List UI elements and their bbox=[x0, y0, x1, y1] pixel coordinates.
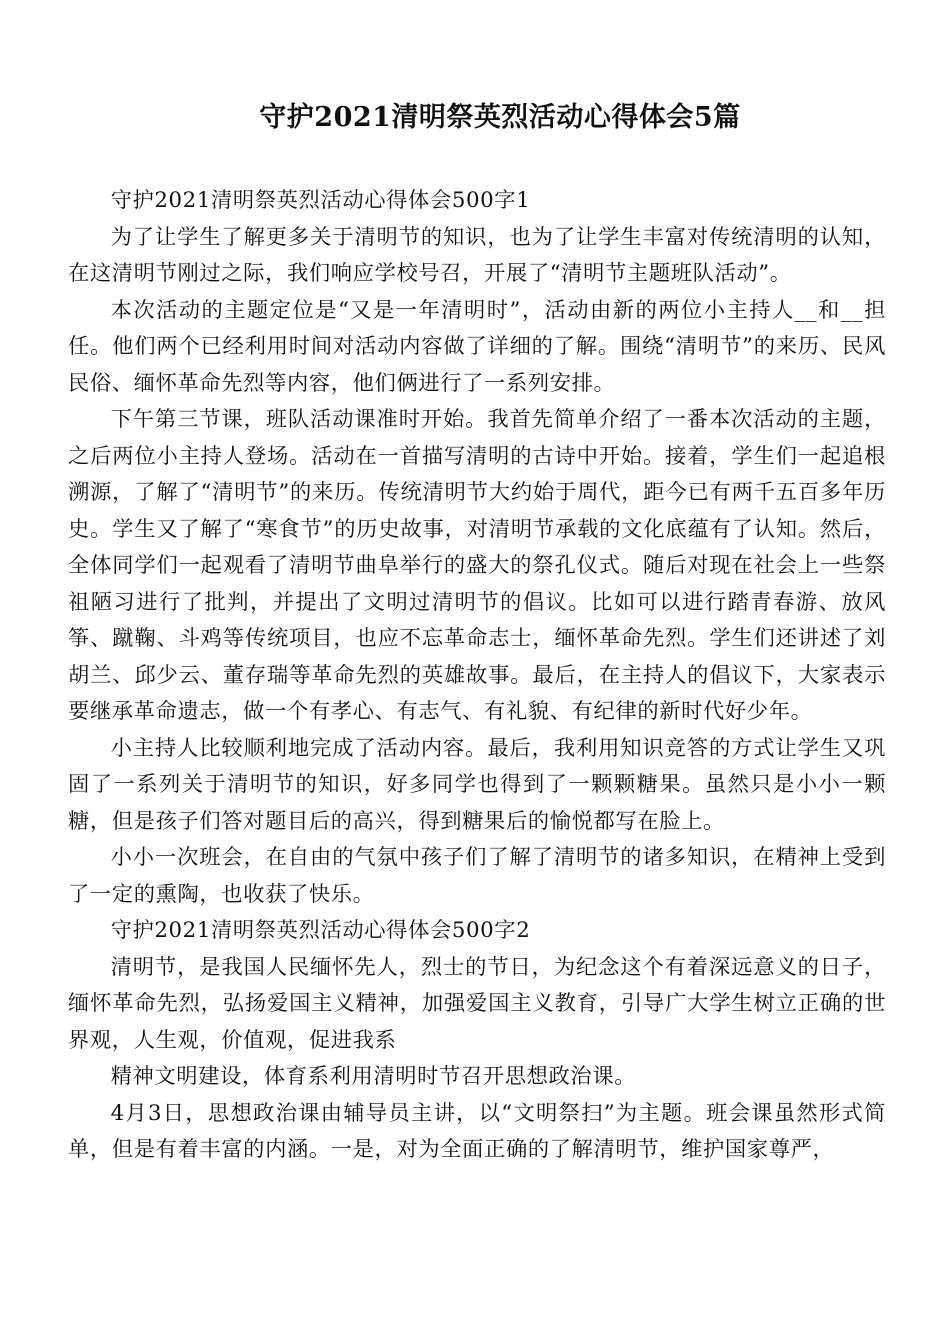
paragraph: 小主持人比较顺利地完成了活动内容。最后，我利用知识竞答的方式让学生又巩固了一系列关于清明节的知识，好多同学也得到了一颗颗糖果。虽然只是小小一颗糖，但是孩子们答对题目后的高兴，得到糖果后的愉悦都写在脸上。 bbox=[68, 735, 886, 834]
document-body bbox=[68, 183, 886, 1169]
document-title: 守护2021清明祭英烈活动心得体会5篇 bbox=[259, 102, 741, 133]
paragraph: 为了让学生了解更多关于清明节的知识，也为了让学生丰富对传统清明的认知，在这清明节刚过之际，我们响应学校号召，开展了“清明节主题班队活动”。 bbox=[68, 224, 886, 286]
paragraph: 本次活动的主题定位是“又是一年清明时”，活动由新的两位小主持人__和__担任。他们两个已经利用时间对活动内容做了详细的了解。围绕“清明节”的来历、民风民俗、缅怀革命先烈等内容，他们俩进行了一系列安排。 bbox=[68, 297, 886, 396]
section-heading: 守护2021清明祭英烈活动心得体会500字1 bbox=[110, 188, 531, 213]
paragraph: 精神文明建设，体育系利用清明时节召开思想政治课。 bbox=[110, 1064, 637, 1089]
paragraph: 清明节，是我国人民缅怀先人，烈士的节日，为纪念这个有着深远意义的日子，缅怀革命先烈，弘扬爱国主义精神，加强爱国主义教育，引导广大学生树立正确的世界观，人生观，价值观，促进我系 bbox=[68, 954, 886, 1053]
paragraph: 4月3日，思想政治课由辅导员主讲，以“文明祭扫”为主题。班会课虽然形式简单，但是有着丰富的内涵。一是，对为全面正确的了解清明节，维护国家尊严， bbox=[68, 1100, 886, 1162]
section-heading: 守护2021清明祭英烈活动心得体会500字2 bbox=[110, 918, 531, 943]
paragraph: 下午第三节课，班队活动课准时开始。我首先简单介绍了一番本次活动的主题，之后两位小主持人登场。活动在一首描写清明的古诗中开始。接着，学生们一起追根溯源，了解了“清明节”的来历。传统清明节大约始于周代，距今已有两千五百多年历史。学生又了解了“寒食节”的历史故事，对清明节承载的文化底蕴有了认知。然后，全体同学们一起观看了清明节曲阜举行的盛大的祭孔仪式。随后对现在社会上一些祭祖陋习进行了批判，并提出了文明过清明节的倡议。比如可以进行踏青春游、放风筝、蹴鞠、斗鸡等传统项目，也应不忘革命志士，缅怀革命先烈。学生们还讲述了刘胡兰、邱少云、董存瑞等革命先烈的英雄故事。最后，在主持人的倡议下，大家表示要继承革命遗志，做一个有孝心、有志气、有礼貌、有纪律的新时代好少年。 bbox=[68, 407, 886, 724]
paragraph: 小小一次班会，在自由的气氛中孩子们了解了清明节的诸多知识，在精神上受到了一定的熏陶，也收获了快乐。 bbox=[68, 845, 886, 907]
